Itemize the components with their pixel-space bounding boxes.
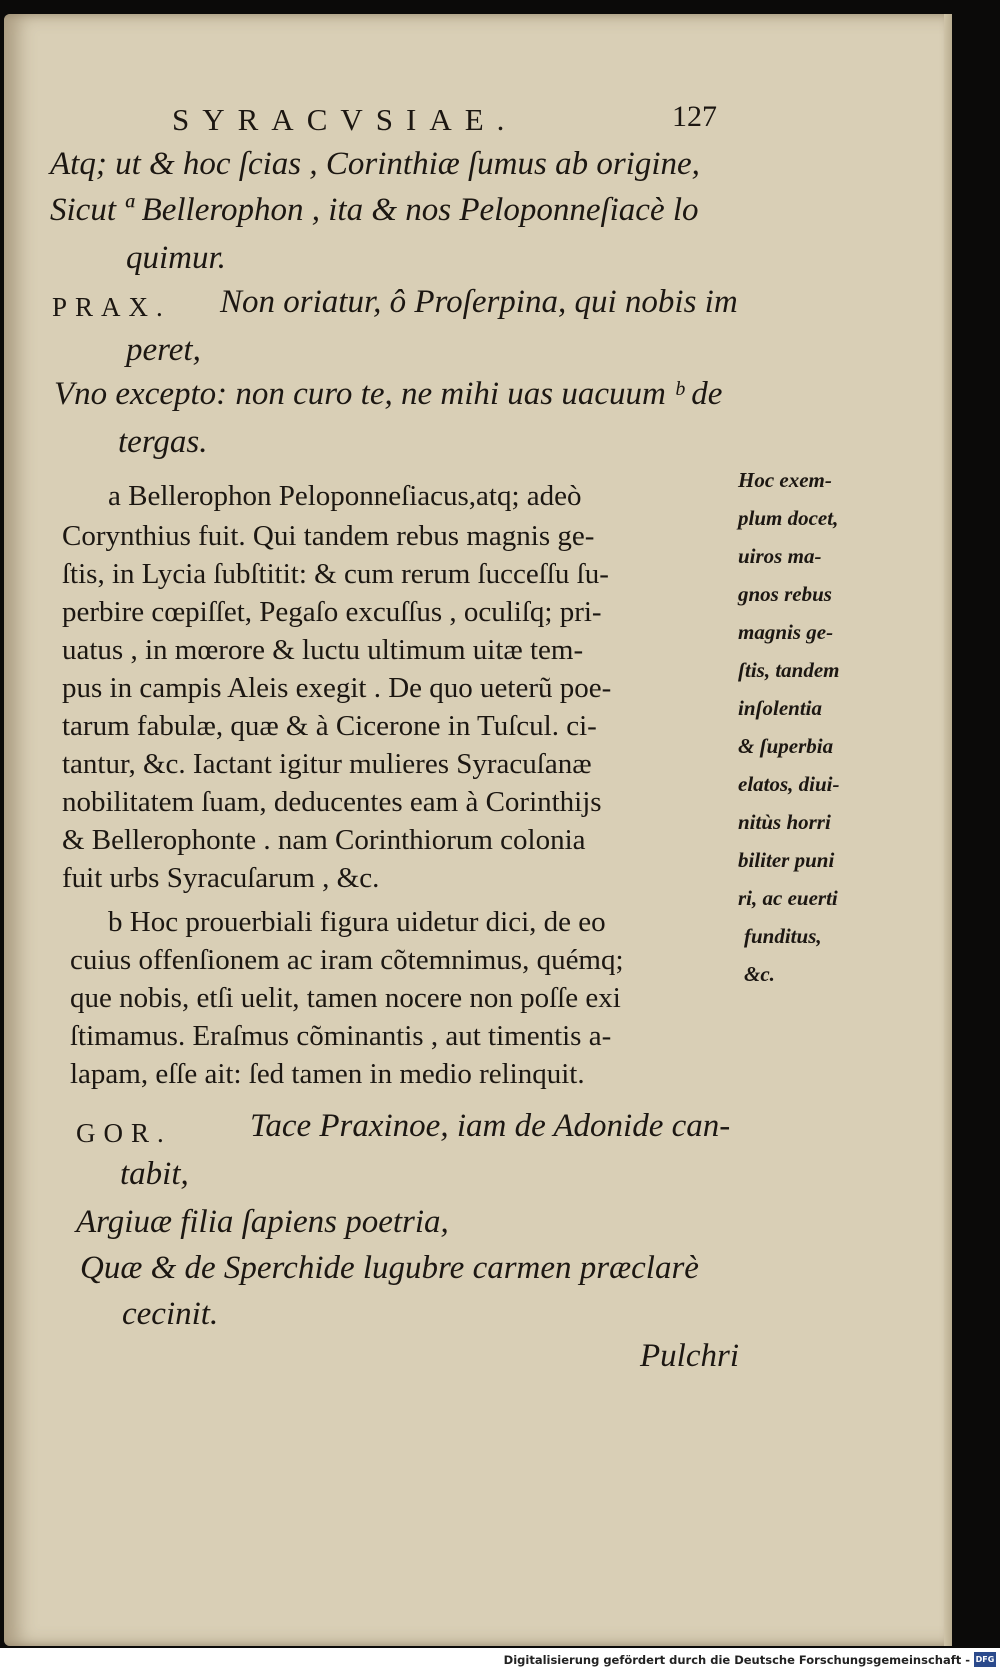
note-a-line: & Bellerophonte . nam Corinthiorum colonia <box>62 824 586 856</box>
catchword: Pulchri <box>640 1338 739 1374</box>
verse-line: Tace Praxinoe, iam de Adonide can- <box>250 1108 731 1144</box>
verse-line: Sicut ª Bellerophon , ita & nos Peloponneſiacè lo <box>50 192 699 228</box>
note-a-line: fuit urbs Syracuſarum , &c. <box>62 862 380 894</box>
margin-note-line: nitùs horri <box>738 810 831 834</box>
note-a-line: Corynthius fuit. Qui tandem rebus magnis ge- <box>62 520 595 552</box>
footer-credit: Digitalisierung gefördert durch die Deutsche Forschungsgemeinschaft - <box>503 1653 970 1667</box>
margin-note-line: Hoc exem- <box>738 468 832 492</box>
margin-note-line: plum docet, <box>738 506 839 530</box>
margin-note-line: magnis ge- <box>738 620 834 644</box>
verse-line: Quæ & de Sperchide lugubre carmen præclarè <box>80 1250 699 1286</box>
note-b-line: b Hoc prouerbiali figura uidetur dici, de eo <box>108 906 606 938</box>
note-b-line: ſtimamus. Eraſmus cõminantis , aut timentis a- <box>70 1020 612 1052</box>
note-a-line: a Bellerophon Peloponneſiacus,atq; adeò <box>108 480 582 512</box>
verse-line: Atq; ut & hoc ſcias , Corinthiæ ſumus ab origine, <box>50 146 700 182</box>
note-a-line: pus in campis Aleis exegit . De quo ueterũ poe- <box>62 672 612 704</box>
book-page <box>4 14 952 1646</box>
note-b-line: que nobis, etſi uelit, tamen nocere non poſſe exi <box>70 982 621 1014</box>
margin-note-line: ſtis, tandem <box>738 658 840 682</box>
speaker-gor: GOR. <box>76 1118 172 1148</box>
note-a-line: ſtis, in Lycia ſubſtitit: & cum rerum ſucceſſu ſu- <box>62 558 609 590</box>
footer-bar <box>0 1648 1000 1672</box>
verse-line: quimur. <box>126 240 226 276</box>
page-number: 127 <box>672 100 717 133</box>
note-a-line: nobilitatem ſuam, deducentes eam à Corinthijs <box>62 786 602 818</box>
verse-line: tabit, <box>120 1156 189 1192</box>
margin-note-line: funditus, <box>744 924 822 948</box>
verse-line: Argiuæ filia ſapiens poetria, <box>76 1204 449 1240</box>
note-a-line: tantur, &c. Iactant igitur mulieres Syracuſanæ <box>62 748 592 780</box>
speaker-prax: PRAX. <box>52 292 171 322</box>
note-a-line: tarum fabulæ, quæ & à Cicerone in Tuſcul. ci- <box>62 710 597 742</box>
margin-note-line: & ſuperbia <box>738 734 834 758</box>
note-a-line: uatus , in mœrore & luctu ultimum uitæ tem- <box>62 634 584 666</box>
margin-note-line: biliter puni <box>738 848 835 872</box>
margin-note-line: inſolentia <box>738 696 823 720</box>
margin-note-line: uiros ma- <box>738 544 822 568</box>
verse-line: Vno excepto: non curo te, ne mihi uas uacuum ᵇ de <box>54 376 723 412</box>
margin-note-line: ri, ac euerti <box>738 886 838 910</box>
note-a-line: perbire cœpiſſet, Pegaſo excuſſus , oculiſq; pri- <box>62 596 602 628</box>
running-title: SYRACVSIAE. <box>172 102 518 137</box>
verse-line: tergas. <box>118 424 208 460</box>
dfg-logo-icon: DFG <box>974 1652 996 1667</box>
margin-note-line: &c. <box>744 962 775 986</box>
note-b-line: lapam, eſſe ait: ſed tamen in medio relinquit. <box>70 1058 585 1090</box>
verse-line: peret, <box>126 332 201 368</box>
verse-line: Non oriatur, ô Proſerpina, qui nobis im <box>220 284 738 320</box>
margin-note-line: elatos, diui- <box>738 772 840 796</box>
note-b-line: cuius offenſionem ac iram cõtemnimus, quémq; <box>70 944 624 976</box>
margin-note-line: gnos rebus <box>738 582 832 606</box>
verse-line: cecinit. <box>122 1296 219 1332</box>
